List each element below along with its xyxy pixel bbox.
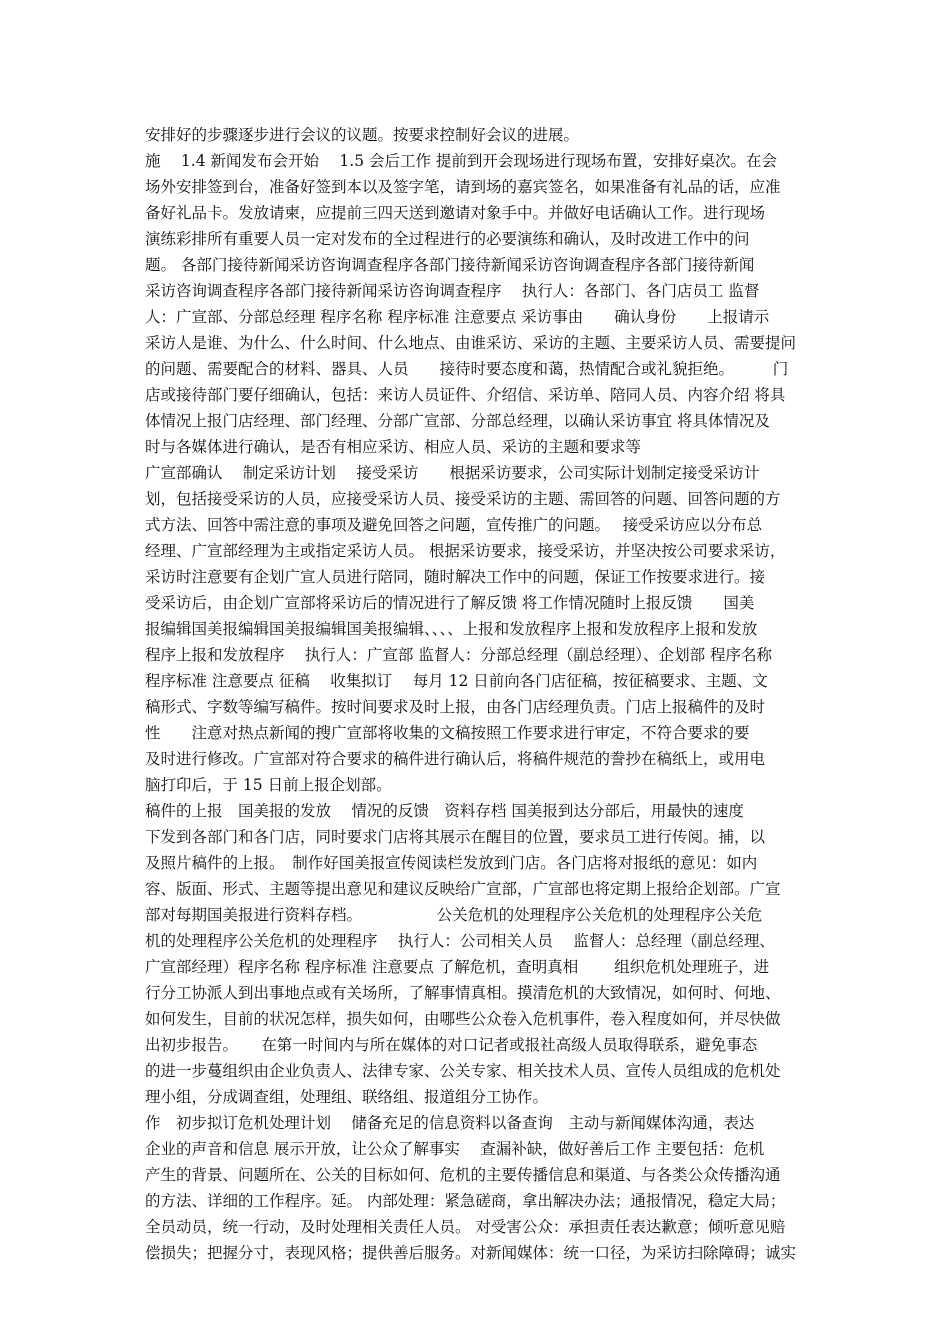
text-line: 部对每期国美报进行资料存档。 公关危机的处理程序公关危机的处理程序公关危 (145, 906, 763, 924)
text-line: 的方法、详细的工作程序。延。 内部处理：紧急磋商，拿出解决办法；通报情况，稳定大局； (145, 1192, 786, 1210)
text-line: 全员动员，统一行动，及时处理相关责任人员。 对受害公众：承担责任表达歉意；倾听意见赔 (145, 1218, 786, 1236)
text-line: 及时进行修改。广宣部对符合要求的稿件进行确认后，将稿件规范的誊抄在稿纸上，或用电 (145, 750, 766, 768)
text-line: 行分工协派人到出事地点或有关场所，了解事情真相。摸清危机的大致情况，如何时、何地、 (145, 984, 781, 1002)
text-line: 报编辑国美报编辑国美报编辑国美报编辑、、、、上报和发放程序上报和发放程序上报和发放 (145, 620, 758, 638)
text-line: 式方法、回答中需注意的事项及避免回答之问题，宣传推广的问题。 接受采访应以分布总 (145, 516, 763, 534)
text-line: 人：广宣部、分部总经理 程序名称 程序标准 注意要点 采访事由 确认身份 上报请示 (145, 308, 770, 326)
text-line: 稿件的上报 国美报的发放 情况的反馈 资料存档 国美报到达分部后，用最快的速度 (145, 802, 744, 820)
text-line: 题。 各部门接待新闻采访咨询调查程序各部门接待新闻采访咨询调查程序各部门接待新闻 (145, 256, 755, 274)
text-line: 企业的声音和信息 展示开放，让公众了解事实 查漏补缺，做好善后工作 主要包括：危机 (145, 1140, 765, 1158)
text-line: 程序标准 注意要点 征稿 收集拟订 每月 12 日前向各门店征稿，按征稿要求、主题、文 (145, 672, 768, 690)
text-line: 性 注意对热点新闻的搜广宣部将收集的文稿按照工作要求进行审定，不符合要求的要 (145, 724, 750, 742)
text-line: 场外安排签到台，准备好签到本以及签字笔，请到场的嘉宾签名，如果准备有礼品的话，应准 (145, 178, 781, 196)
text-line: 体情况上报门店经理、部门经理、分部广宣部、分部总经理，以确认采访事宜 将具体情况及 (145, 412, 770, 430)
text-line: 时与各媒体进行确认，是否有相应采访、相应人员、采访的主题和要求等 (145, 438, 642, 456)
text-line: 稿形式、字数等编写稿件。按时间要求及时上报，由各门店经理负责。门店上报稿件的及时 (145, 698, 766, 716)
text-line: 施 1.4 新闻发布会开始 1.5 会后工作 提前到开会现场进行现场布置，安排好桌次。在会 (145, 152, 777, 170)
text-line: 经理、广宣部经理为主或指定采访人员。 根据采访要求，接受采访，并坚决按公司要求采访， (145, 542, 786, 560)
text-line: 作 初步拟订危机处理计划 储备充足的信息资料以备查询 主动与新闻媒体沟通，表达 (145, 1114, 755, 1132)
text-line: 偿损失；把握分寸，表现风格；提供善后服务。对新闻媒体：统一口径，为采访扫除障碍；诚实 (145, 1244, 797, 1262)
text-line: 安排好的步骤逐步进行会议的议题。按要求控制好会议的进展。 (145, 126, 580, 144)
text-line: 机的处理程序公关危机的处理程序 执行人：公司相关人员 监督人：总经理（副总经理、 (145, 932, 775, 950)
text-line: 的问题、需要配合的材料、器具、人员 接待时要态度和蔼，热情配合或礼貌拒绝。 门 (145, 360, 789, 378)
text-line: 程序上报和发放程序 执行人：广宣部 监督人：分部总经理（副总经理）、企划部 程序名称 (145, 646, 773, 664)
text-line: 采访人是谁、为什么、什么时间、什么地点、由谁采访、采访的主题、主要采访人员、需要提问 (145, 334, 797, 352)
text-line: 受采访后，由企划广宣部将采访后的情况进行了解反馈 将工作情况随时上报反馈 国美 (145, 594, 755, 612)
text-line: 下发到各部门和各门店，同时要求门店将其展示在醒目的位置，要求员工进行传阅。捕，以 (145, 828, 766, 846)
text-line: 容、版面、形式、主题等提出意见和建议反映给广宣部，广宣部也将定期上报给企划部。广宣 (145, 880, 781, 898)
text-line: 产生的背景、问题所在、公关的目标如何、危机的主要传播信息和渠道、与各类公众传播沟通 (145, 1166, 781, 1184)
body-text (145, 122, 813, 1266)
text-line: 广宣部确认 制定采访计划 接受采访 根据采访要求，公司实际计划制定接受采访计 (145, 464, 760, 482)
text-line: 采访咨询调查程序各部门接待新闻采访咨询调查程序 执行人：各部门、各门店员工 监督 (145, 282, 760, 300)
text-line: 脑打印后，于 15 日前上报企划部。 (145, 776, 392, 794)
text-line: 划，包括接受采访的人员，应接受采访人员、接受采访的主题、需回答的问题、回答问题的方 (145, 490, 781, 508)
text-line: 如何发生，目前的状况怎样，损失如何，由哪些公众卷入危机事件，卷入程度如何，并尽快做 (145, 1010, 781, 1028)
text-line: 备好礼品卡。发放请柬，应提前三四天送到邀请对象手中。并做好电话确认工作。进行现场 (145, 204, 766, 222)
text-line: 的进一步蔓组织由企业负责人、法律专家、公关专家、相关技术人员、宣传人员组成的危机处 (145, 1062, 781, 1080)
text-line: 及照片稿件的上报。 制作好国美报宣传阅读栏发放到门店。各门店将对报纸的意见：如内 (145, 854, 758, 872)
text-line: 店或接待部门要仔细确认，包括：来访人员证件、介绍信、采访单、陪同人员、内容介绍 将具 (145, 386, 786, 404)
text-line: 演练彩排所有重要人员一定对发布的全过程进行的必要演练和确认，及时改进工作中的问 (145, 230, 750, 248)
text-line: 采访时注意要有企划广宣人员进行陪同，随时解决工作中的问题，保证工作按要求进行。接 (145, 568, 766, 586)
text-line: 出初步报告。 在第一时间内与所在媒体的对口记者或报社高级人员取得联系，避免事态 (145, 1036, 758, 1054)
text-line: 广宣部经理）程序名称 程序标准 注意要点 了解危机，查明真相 组织危机处理班子，进 (145, 958, 770, 976)
text-line: 理小组，分成调查组，处理组、联络组、报道组分工协作。 (145, 1088, 549, 1106)
